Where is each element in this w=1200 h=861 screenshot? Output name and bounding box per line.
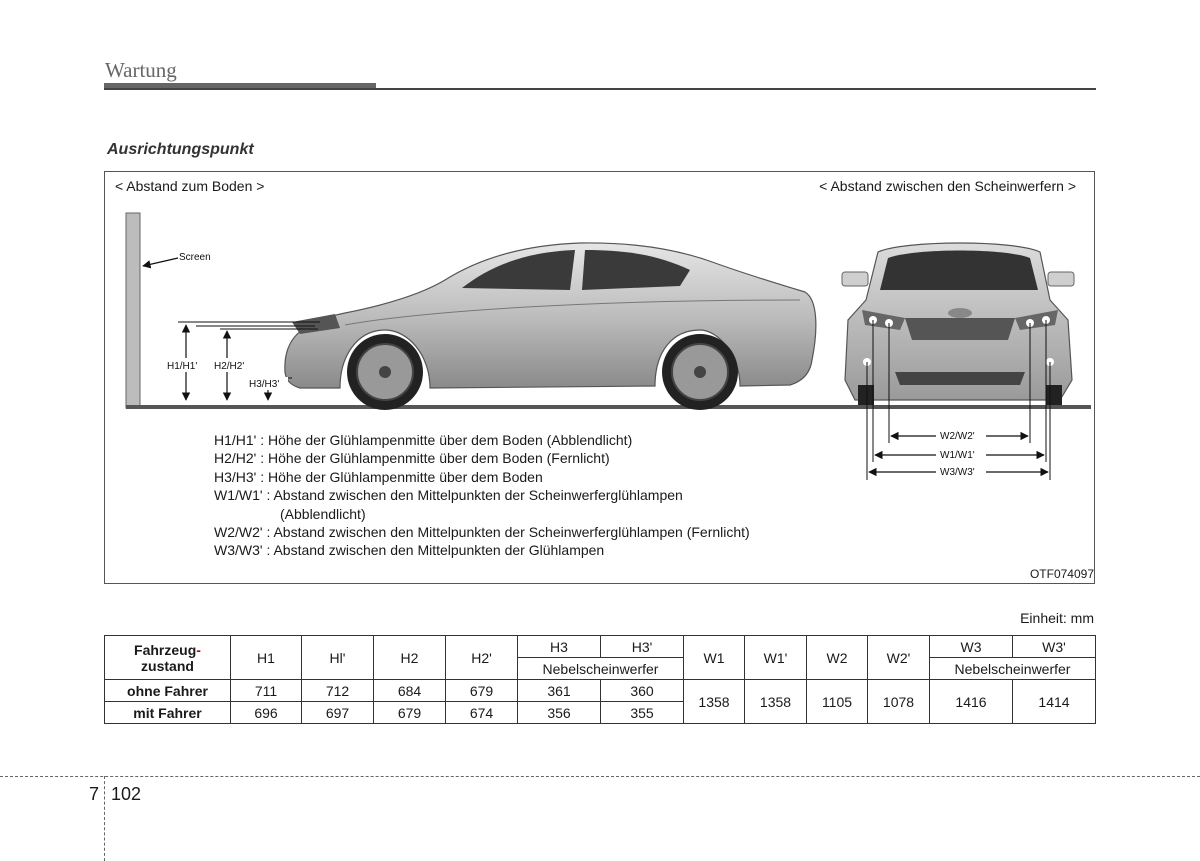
ground-line: [126, 405, 1091, 409]
legend-w1: W1/W1' : Abstand zwischen den Mittelpunkten der Scheinwerferglühlampen: [214, 487, 683, 504]
chapter-number: 7: [89, 784, 100, 804]
header-w2p: W2': [868, 636, 930, 680]
car-front-view: [842, 243, 1074, 405]
screen-pointer: [143, 258, 178, 266]
footer-divider: [104, 776, 105, 861]
cell-h1: 696: [231, 702, 302, 724]
header-h2: H2: [374, 636, 446, 680]
screen-label: Screen: [179, 252, 211, 263]
cell-h2: 684: [374, 680, 446, 702]
legend-w1-cont: (Abblendlicht): [280, 505, 366, 522]
legend-w2: W2/W2' : Abstand zwischen den Mittelpunkten der Scheinwerferglühlampen (Fernlicht): [214, 524, 750, 541]
legend-w3: W3/W3' : Abstand zwischen den Mittelpunkten der Glühlampen: [214, 542, 605, 559]
cell-h1p: 712: [302, 680, 374, 702]
unit-label: Einheit: mm: [1020, 610, 1094, 626]
cell-h2p: 679: [446, 680, 518, 702]
header-h3: H3: [518, 636, 601, 658]
cell-h1p: 697: [302, 702, 374, 724]
cell-h2p: 674: [446, 702, 518, 724]
header-h1: H1: [231, 636, 302, 680]
dim-label-h2: H2/H2': [214, 361, 245, 372]
cell-h1: 711: [231, 680, 302, 702]
alignment-spec-table: [104, 635, 1096, 724]
cell-w1: 1358: [684, 680, 745, 724]
figure-label-ground-distance: < Abstand zum Boden >: [115, 178, 265, 194]
cell-w2p: 1078: [868, 680, 930, 724]
cell-w1p: 1358: [745, 680, 807, 724]
dim-label-h3: H3/H3': [249, 379, 280, 390]
cell-h3p: 360: [601, 680, 684, 702]
header-w2: W2: [807, 636, 868, 680]
dim-label-w3: W3/W3': [940, 467, 975, 478]
figure-code: OTF074097: [1029, 567, 1094, 581]
cell-h3p: 355: [601, 702, 684, 724]
figure-label-headlamp-distance: < Abstand zwischen den Scheinwerfern >: [819, 178, 1076, 194]
header-fog-w: Nebelscheinwerfer: [930, 658, 1096, 680]
header-fog-h: Nebelscheinwerfer: [518, 658, 684, 680]
cell-h2: 679: [374, 702, 446, 724]
header-w1: W1: [684, 636, 745, 680]
legend-h1: H1/H1' : Höhe der Glühlampenmitte über dem Boden (Abblendlicht): [214, 432, 633, 448]
dim-label-w2: W2/W2': [940, 431, 975, 442]
dim-label-h1: H1/H1': [167, 361, 198, 372]
section-title: Ausrichtungspunkt: [107, 141, 254, 158]
page-header-title: Wartung: [105, 58, 177, 82]
cell-w3: 1416: [930, 680, 1013, 724]
footer-rule: [0, 776, 1200, 777]
screen-wall: [126, 213, 140, 408]
row-label: ohne Fahrer: [105, 680, 231, 702]
legend-h3: H3/H3' : Höhe der Glühlampenmitte über dem Boden: [214, 468, 543, 485]
cell-h3: 361: [518, 680, 601, 702]
row-label: mit Fahrer: [105, 702, 231, 724]
front-wheel: [347, 334, 423, 410]
figure-legend: [214, 431, 750, 560]
header-h1p: Hl': [302, 636, 374, 680]
legend-h2: H2/H2' : Höhe der Glühlampenmitte über dem Boden (Fernlicht): [214, 450, 610, 467]
dim-label-w1: W1/W1': [940, 450, 975, 461]
header-h2p: H2': [446, 636, 518, 680]
header-w3p: W3': [1013, 636, 1096, 658]
cell-w3p: 1414: [1013, 680, 1096, 724]
rear-wheel: [662, 334, 738, 410]
cell-w2: 1105: [807, 680, 868, 724]
header-vehicle-state: Fahrzeug- zustand: [105, 636, 231, 680]
car-side-view: [285, 243, 816, 410]
cell-h3: 356: [518, 702, 601, 724]
header-w1p: W1': [745, 636, 807, 680]
header-w3: W3: [930, 636, 1013, 658]
page-number: 102: [111, 784, 142, 804]
header-h3p: H3': [601, 636, 684, 658]
table-row: [105, 680, 1096, 702]
